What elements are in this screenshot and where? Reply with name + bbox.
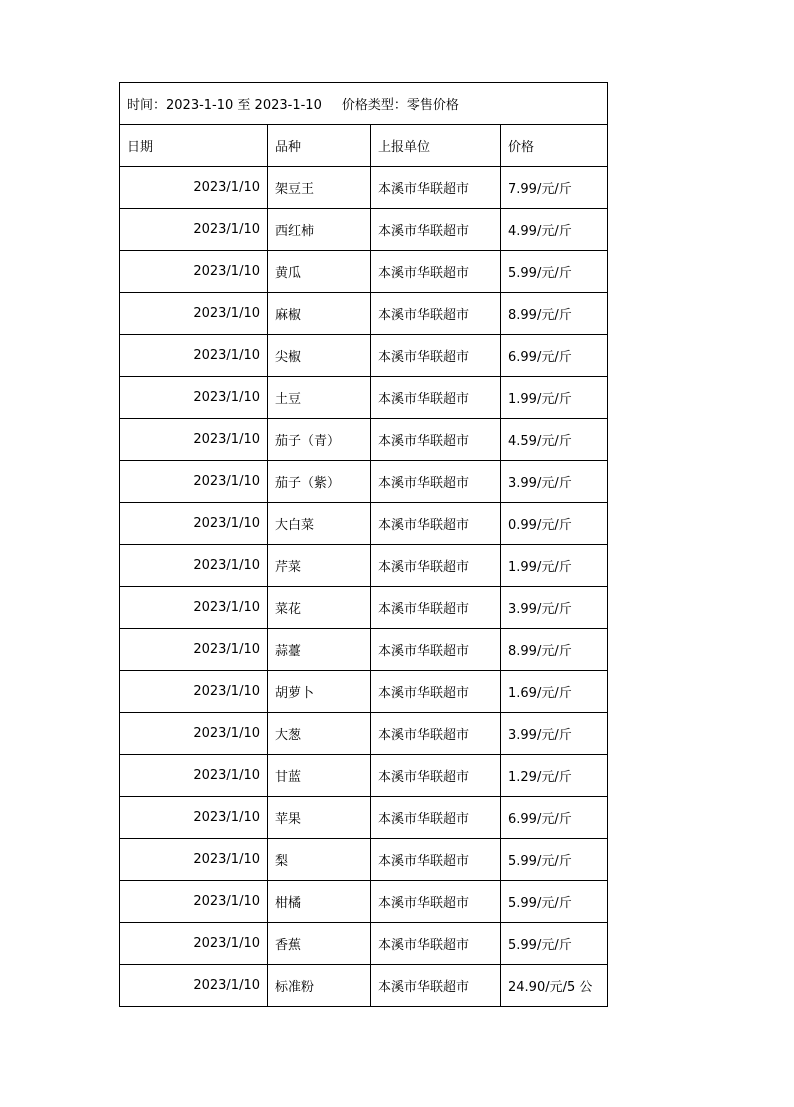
date-cell: 2023/1/10: [120, 503, 268, 545]
table-row: [120, 377, 608, 419]
unit-cell: 本溪市华联超市: [371, 293, 501, 335]
price-cell: 6.99/元/斤: [501, 797, 608, 839]
unit-cell: 本溪市华联超市: [371, 545, 501, 587]
column-header-item: 品种: [268, 125, 371, 167]
table-row: [120, 167, 608, 209]
item-cell: 蒜薹: [268, 629, 371, 671]
unit-cell: 本溪市华联超市: [371, 587, 501, 629]
date-cell: 2023/1/10: [120, 881, 268, 923]
date-cell: 2023/1/10: [120, 713, 268, 755]
item-cell: 大葱: [268, 713, 371, 755]
item-cell: 茄子（青）: [268, 419, 371, 461]
item-cell: 西红柿: [268, 209, 371, 251]
item-cell: 香蕉: [268, 923, 371, 965]
date-cell: 2023/1/10: [120, 797, 268, 839]
table-row: [120, 209, 608, 251]
header-row: [120, 125, 608, 167]
date-cell: 2023/1/10: [120, 923, 268, 965]
price-cell: 5.99/元/斤: [501, 251, 608, 293]
table-row: [120, 797, 608, 839]
date-cell: 2023/1/10: [120, 167, 268, 209]
date-cell: 2023/1/10: [120, 209, 268, 251]
table-row: [120, 335, 608, 377]
price-cell: 1.99/元/斤: [501, 545, 608, 587]
price-type-label: 价格类型：: [341, 98, 407, 113]
table-row: [120, 503, 608, 545]
price-cell: 8.99/元/斤: [501, 629, 608, 671]
unit-cell: 本溪市华联超市: [371, 419, 501, 461]
date-cell: 2023/1/10: [120, 965, 268, 1007]
date-cell: 2023/1/10: [120, 587, 268, 629]
unit-cell: 本溪市华联超市: [371, 167, 501, 209]
unit-cell: 本溪市华联超市: [371, 503, 501, 545]
unit-cell: 本溪市华联超市: [371, 797, 501, 839]
column-header-date: 日期: [120, 125, 268, 167]
price-table-body: [120, 83, 608, 1007]
item-cell: 菜花: [268, 587, 371, 629]
price-cell: 24.90/元/5 公: [501, 965, 608, 1007]
unit-cell: 本溪市华联超市: [371, 965, 501, 1007]
price-cell: 3.99/元/斤: [501, 587, 608, 629]
time-label: 时间：: [127, 98, 167, 113]
price-cell: 4.99/元/斤: [501, 209, 608, 251]
price-cell: 7.99/元/斤: [501, 167, 608, 209]
item-cell: 土豆: [268, 377, 371, 419]
date-cell: 2023/1/10: [120, 335, 268, 377]
table-row: [120, 461, 608, 503]
unit-cell: 本溪市华联超市: [371, 251, 501, 293]
item-cell: 标准粉: [268, 965, 371, 1007]
date-cell: 2023/1/10: [120, 293, 268, 335]
date-cell: 2023/1/10: [120, 671, 268, 713]
price-cell: 5.99/元/斤: [501, 923, 608, 965]
item-cell: 茄子（紫）: [268, 461, 371, 503]
table-row: [120, 965, 608, 1007]
table-row: [120, 545, 608, 587]
table-row: [120, 671, 608, 713]
table-row: [120, 293, 608, 335]
price-type: 零售价格: [406, 98, 459, 113]
unit-cell: 本溪市华联超市: [371, 713, 501, 755]
table-row: [120, 587, 608, 629]
table-row: [120, 419, 608, 461]
price-cell: 3.99/元/斤: [501, 713, 608, 755]
unit-cell: 本溪市华联超市: [371, 671, 501, 713]
item-cell: 黄瓜: [268, 251, 371, 293]
item-cell: 甘蓝: [268, 755, 371, 797]
price-cell: 1.29/元/斤: [501, 755, 608, 797]
column-header-price: 价格: [501, 125, 608, 167]
table-row: [120, 881, 608, 923]
price-cell: 0.99/元/斤: [501, 503, 608, 545]
item-cell: 尖椒: [268, 335, 371, 377]
date-cell: 2023/1/10: [120, 755, 268, 797]
table-row: [120, 923, 608, 965]
unit-cell: 本溪市华联超市: [371, 335, 501, 377]
date-cell: 2023/1/10: [120, 545, 268, 587]
table-row: [120, 251, 608, 293]
item-cell: 麻椒: [268, 293, 371, 335]
unit-cell: 本溪市华联超市: [371, 881, 501, 923]
price-cell: 4.59/元/斤: [501, 419, 608, 461]
item-cell: 胡萝卜: [268, 671, 371, 713]
unit-cell: 本溪市华联超市: [371, 461, 501, 503]
query-meta-cell: [120, 83, 608, 125]
query-meta-row: [120, 83, 608, 125]
price-cell: 3.99/元/斤: [501, 461, 608, 503]
unit-cell: 本溪市华联超市: [371, 629, 501, 671]
date-cell: 2023/1/10: [120, 377, 268, 419]
item-cell: 柑橘: [268, 881, 371, 923]
time-range: 2023-1-10 至 2023-1-10: [166, 98, 322, 113]
date-cell: 2023/1/10: [120, 629, 268, 671]
date-cell: 2023/1/10: [120, 461, 268, 503]
column-header-unit: 上报单位: [371, 125, 501, 167]
item-cell: 苹果: [268, 797, 371, 839]
price-cell: 1.99/元/斤: [501, 377, 608, 419]
price-cell: 1.69/元/斤: [501, 671, 608, 713]
price-table: [119, 82, 608, 1007]
date-cell: 2023/1/10: [120, 419, 268, 461]
unit-cell: 本溪市华联超市: [371, 839, 501, 881]
date-cell: 2023/1/10: [120, 251, 268, 293]
item-cell: 架豆王: [268, 167, 371, 209]
table-row: [120, 713, 608, 755]
item-cell: 梨: [268, 839, 371, 881]
unit-cell: 本溪市华联超市: [371, 209, 501, 251]
table-row: [120, 629, 608, 671]
price-cell: 5.99/元/斤: [501, 839, 608, 881]
price-cell: 8.99/元/斤: [501, 293, 608, 335]
table-row: [120, 839, 608, 881]
table-row: [120, 755, 608, 797]
unit-cell: 本溪市华联超市: [371, 377, 501, 419]
date-cell: 2023/1/10: [120, 839, 268, 881]
price-cell: 5.99/元/斤: [501, 881, 608, 923]
item-cell: 芹菜: [268, 545, 371, 587]
unit-cell: 本溪市华联超市: [371, 923, 501, 965]
unit-cell: 本溪市华联超市: [371, 755, 501, 797]
price-cell: 6.99/元/斤: [501, 335, 608, 377]
item-cell: 大白菜: [268, 503, 371, 545]
